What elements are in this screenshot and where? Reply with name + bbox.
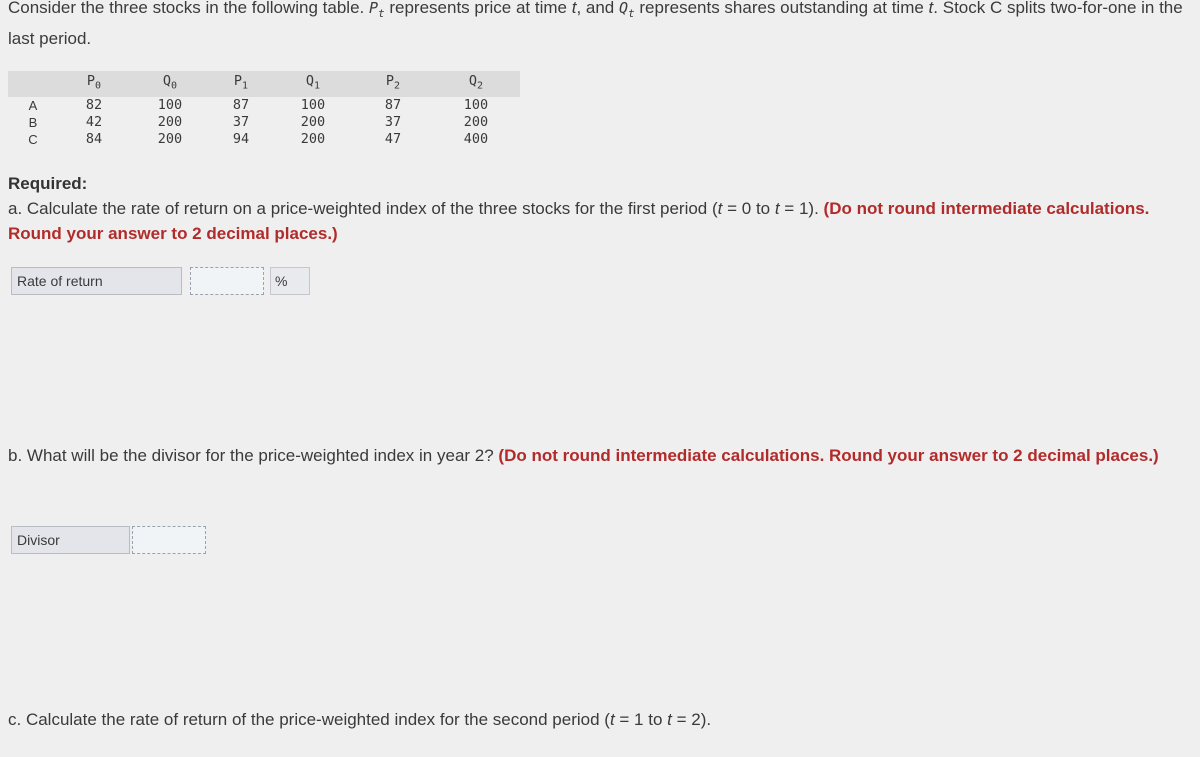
table-cell: 200	[463, 113, 489, 130]
intro-text: Consider the three stocks in the following table.	[8, 0, 369, 17]
table-row	[8, 114, 520, 131]
divisor-answer-row	[11, 526, 206, 554]
intro-text: represents price at time	[384, 0, 572, 17]
question-b: b. What will be the divisor for the price-weighted index in year 2? (Do not round intermediate calculations. Round your answer to 2 decimal places.)	[8, 446, 1159, 465]
required-heading: Required:	[8, 174, 88, 193]
price-symbol: $P_t$	[368, 0, 385, 20]
table-corner-cell	[8, 71, 58, 97]
table-cell: 84	[85, 130, 103, 147]
table-cell: 400	[463, 130, 489, 147]
table-cell: 200	[157, 130, 183, 147]
rate-of-return-answer-row	[11, 267, 310, 295]
intro-time-var: t	[571, 0, 577, 17]
divisor-input[interactable]	[132, 526, 206, 554]
percent-unit: %	[270, 267, 310, 295]
intro-time-var: t	[928, 0, 934, 17]
table-cell: 82	[85, 96, 103, 113]
stock-data-table	[8, 71, 520, 148]
header-cell: $Q_0$	[162, 73, 178, 92]
table-cell: 87	[384, 96, 402, 113]
table-cell: 42	[85, 113, 103, 130]
intro-text: represents shares outstanding at time	[634, 0, 929, 17]
table-row	[8, 131, 520, 148]
header-cell: $P_1$	[233, 73, 249, 92]
header-cell: $P_2$	[385, 73, 401, 92]
question-a: a. Calculate the rate of return on a price-weighted index of the three stocks for the first period (t = 0 to t = 1). (Do not round intermediate calculations. Round your answer to 2 decimal places.)	[8, 199, 1150, 243]
required-section	[8, 171, 1198, 246]
table-header-row	[8, 71, 520, 97]
header-cell: $Q_2$	[468, 73, 484, 92]
rate-of-return-label: Rate of return	[11, 267, 182, 295]
row-label: C	[28, 131, 38, 147]
header-cell: $P_0$	[86, 73, 102, 92]
table-cell: 100	[463, 96, 489, 113]
problem-intro	[8, 0, 1198, 51]
table-cell: 100	[157, 96, 183, 113]
table-cell: 94	[232, 130, 250, 147]
row-label: A	[28, 97, 38, 113]
header-cell: $Q_1$	[305, 73, 321, 92]
divisor-label: Divisor	[11, 526, 130, 554]
table-cell: 87	[232, 96, 250, 113]
table-row	[8, 97, 520, 114]
question-a-instruction: (Do not round intermediate calculations. Round your answer to 2 decimal places.)	[8, 199, 1150, 243]
table-cell: 200	[157, 113, 183, 130]
shares-symbol: $Q_t$	[619, 0, 635, 20]
rate-of-return-input[interactable]	[190, 267, 264, 295]
row-label: B	[28, 114, 38, 130]
intro-text: , and	[576, 0, 619, 17]
table-cell: 37	[232, 113, 250, 130]
table-cell: 100	[300, 96, 326, 113]
question-c: c. Calculate the rate of return of the price-weighted index for the second period (t = 1 to t = 2).	[8, 710, 712, 729]
table-cell: 200	[300, 130, 326, 147]
table-cell: 37	[384, 113, 402, 130]
table-cell: 47	[384, 130, 402, 147]
question-b-instruction: (Do not round intermediate calculations. Round your answer to 2 decimal places.)	[498, 446, 1159, 465]
intro-text: . Stock C splits two-for-one in the last period.	[8, 0, 1183, 48]
table-cell: 200	[300, 113, 326, 130]
